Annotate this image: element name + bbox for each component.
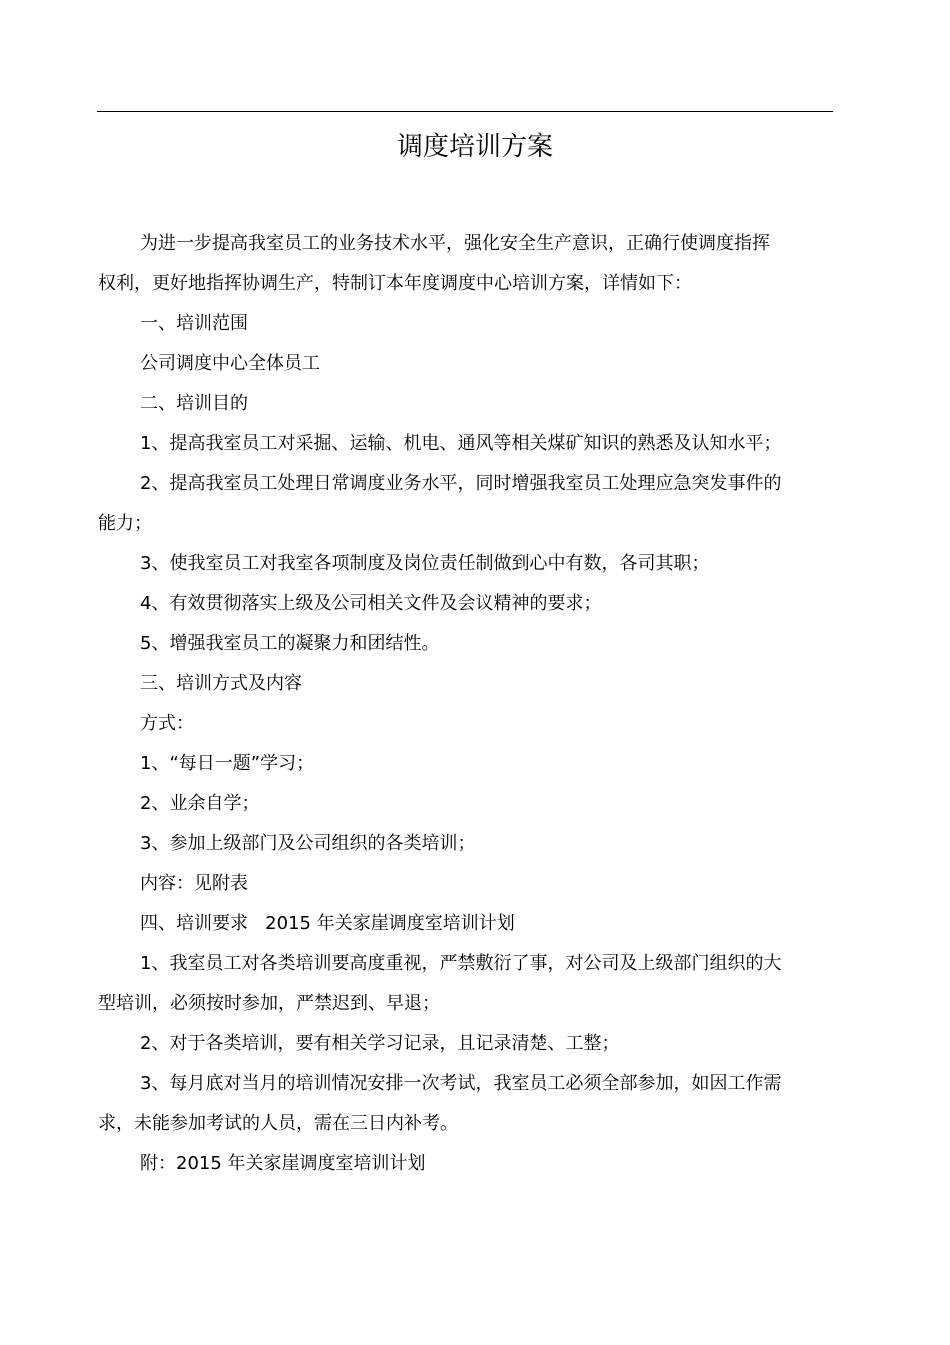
- method-item-2: 2、业余自学；: [140, 793, 260, 814]
- requirement-item-2: 2、对于各类培训，要有相关学习记录，且记录清楚、工整；: [140, 1033, 620, 1054]
- method-label: 方式：: [140, 713, 194, 734]
- appendix-note: 附：2015 年关家崖调度室培训计划: [140, 1153, 426, 1174]
- document-body: [98, 224, 783, 1184]
- requirement-item-3: 3、每月底对当月的培训情况安排一次考试，我室员工必须全部参加，如因工作需求，未能参加考试的人员，需在三日内补考。: [98, 1073, 782, 1134]
- purpose-item-2: 2、提高我室员工处理日常调度业务水平，同时增强我室员工处理应急突发事件的能力；: [98, 473, 782, 534]
- header-rule: [97, 111, 833, 112]
- purpose-item-3: 3、使我室员工对我室各项制度及岗位责任制做到心中有数，各司其职；: [140, 553, 710, 574]
- content-label: 内容：见附表: [140, 873, 248, 894]
- method-item-1: 1、“每日一题”学习；: [140, 753, 315, 774]
- method-item-3: 3、参加上级部门及公司组织的各类培训；: [140, 833, 476, 854]
- section-heading-method: 三、培训方式及内容: [140, 673, 302, 694]
- document-title: 调度培训方案: [396, 132, 553, 162]
- purpose-item-5: 5、增强我室员工的凝聚力和团结性。: [140, 633, 440, 654]
- section-heading-scope: 一、培训范围: [140, 313, 248, 334]
- section-heading-purpose: 二、培训目的: [140, 393, 248, 414]
- intro-paragraph: 为进一步提高我室员工的业务技术水平，强化安全生产意识，正确行使调度指挥权利，更好地指挥协调生产，特制订本年度调度中心培训方案，详情如下：: [98, 233, 770, 294]
- section-heading-requirements: 四、培训要求 2015 年关家崖调度室培训计划: [140, 913, 515, 934]
- purpose-item-4: 4、有效贯彻落实上级及公司相关文件及会议精神的要求；: [140, 593, 602, 614]
- requirement-item-1: 1、我室员工对各类培训要高度重视，严禁敷衍了事，对公司及上级部门组织的大型培训，必须按时参加，严禁迟到、早退；: [98, 953, 782, 1014]
- scope-text: 公司调度中心全体员工: [140, 353, 320, 374]
- purpose-item-1: 1、提高我室员工对采掘、运输、机电、通风等相关煤矿知识的熟悉及认知水平；: [140, 433, 782, 454]
